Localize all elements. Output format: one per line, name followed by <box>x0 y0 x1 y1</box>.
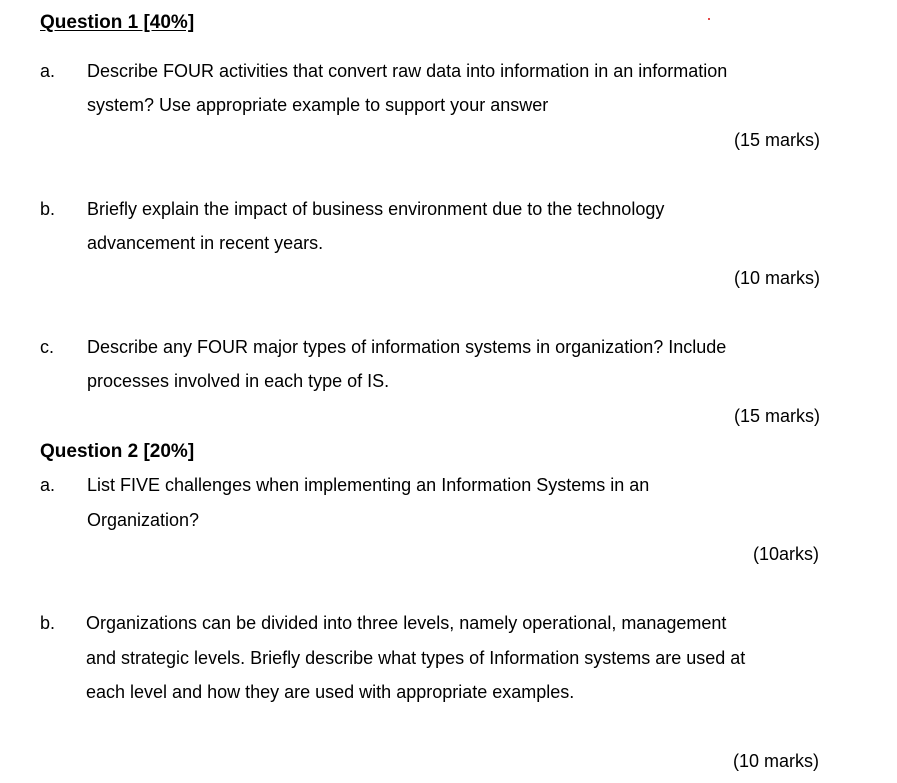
item-text-line: system? Use appropriate example to support your answer <box>87 95 549 115</box>
marks-label: (10 marks) <box>733 268 820 288</box>
marks-label: (10 marks) <box>732 751 819 771</box>
item-text-line: each level and how they are used with appropriate examples. <box>86 682 575 702</box>
item-text-line: advancement in recent years. <box>87 233 324 253</box>
item-text-line: Organization? <box>87 510 200 530</box>
marks-label: (10arks) <box>752 544 819 564</box>
marks-label: (15 marks) <box>733 130 820 150</box>
marks-label: (15 marks) <box>733 406 820 426</box>
item-text-line: List FIVE challenges when implementing an Information Systems in an <box>87 475 650 495</box>
question-1-heading: Question 1 [40%] <box>40 12 195 33</box>
item-text-line: Organizations can be divided into three levels, namely operational, management <box>86 613 727 633</box>
item-label: b. <box>40 199 56 219</box>
item-text-line: and strategic levels. Briefly describe what types of Information systems are used at <box>86 648 746 668</box>
item-label: a. <box>40 61 56 81</box>
item-text-line: Describe any FOUR major types of information systems in organization? Include <box>87 337 727 357</box>
item-text-line: Describe FOUR activities that convert raw data into information in an information <box>87 61 728 81</box>
item-label: a. <box>40 475 56 495</box>
item-label: b. <box>40 613 56 633</box>
stray-mark <box>708 18 710 20</box>
item-text-line: processes involved in each type of IS. <box>87 371 390 391</box>
item-text-line: Briefly explain the impact of business environment due to the technology <box>87 199 665 219</box>
question-2-heading: Question 2 [20%] <box>40 441 195 462</box>
item-label: c. <box>40 337 55 357</box>
